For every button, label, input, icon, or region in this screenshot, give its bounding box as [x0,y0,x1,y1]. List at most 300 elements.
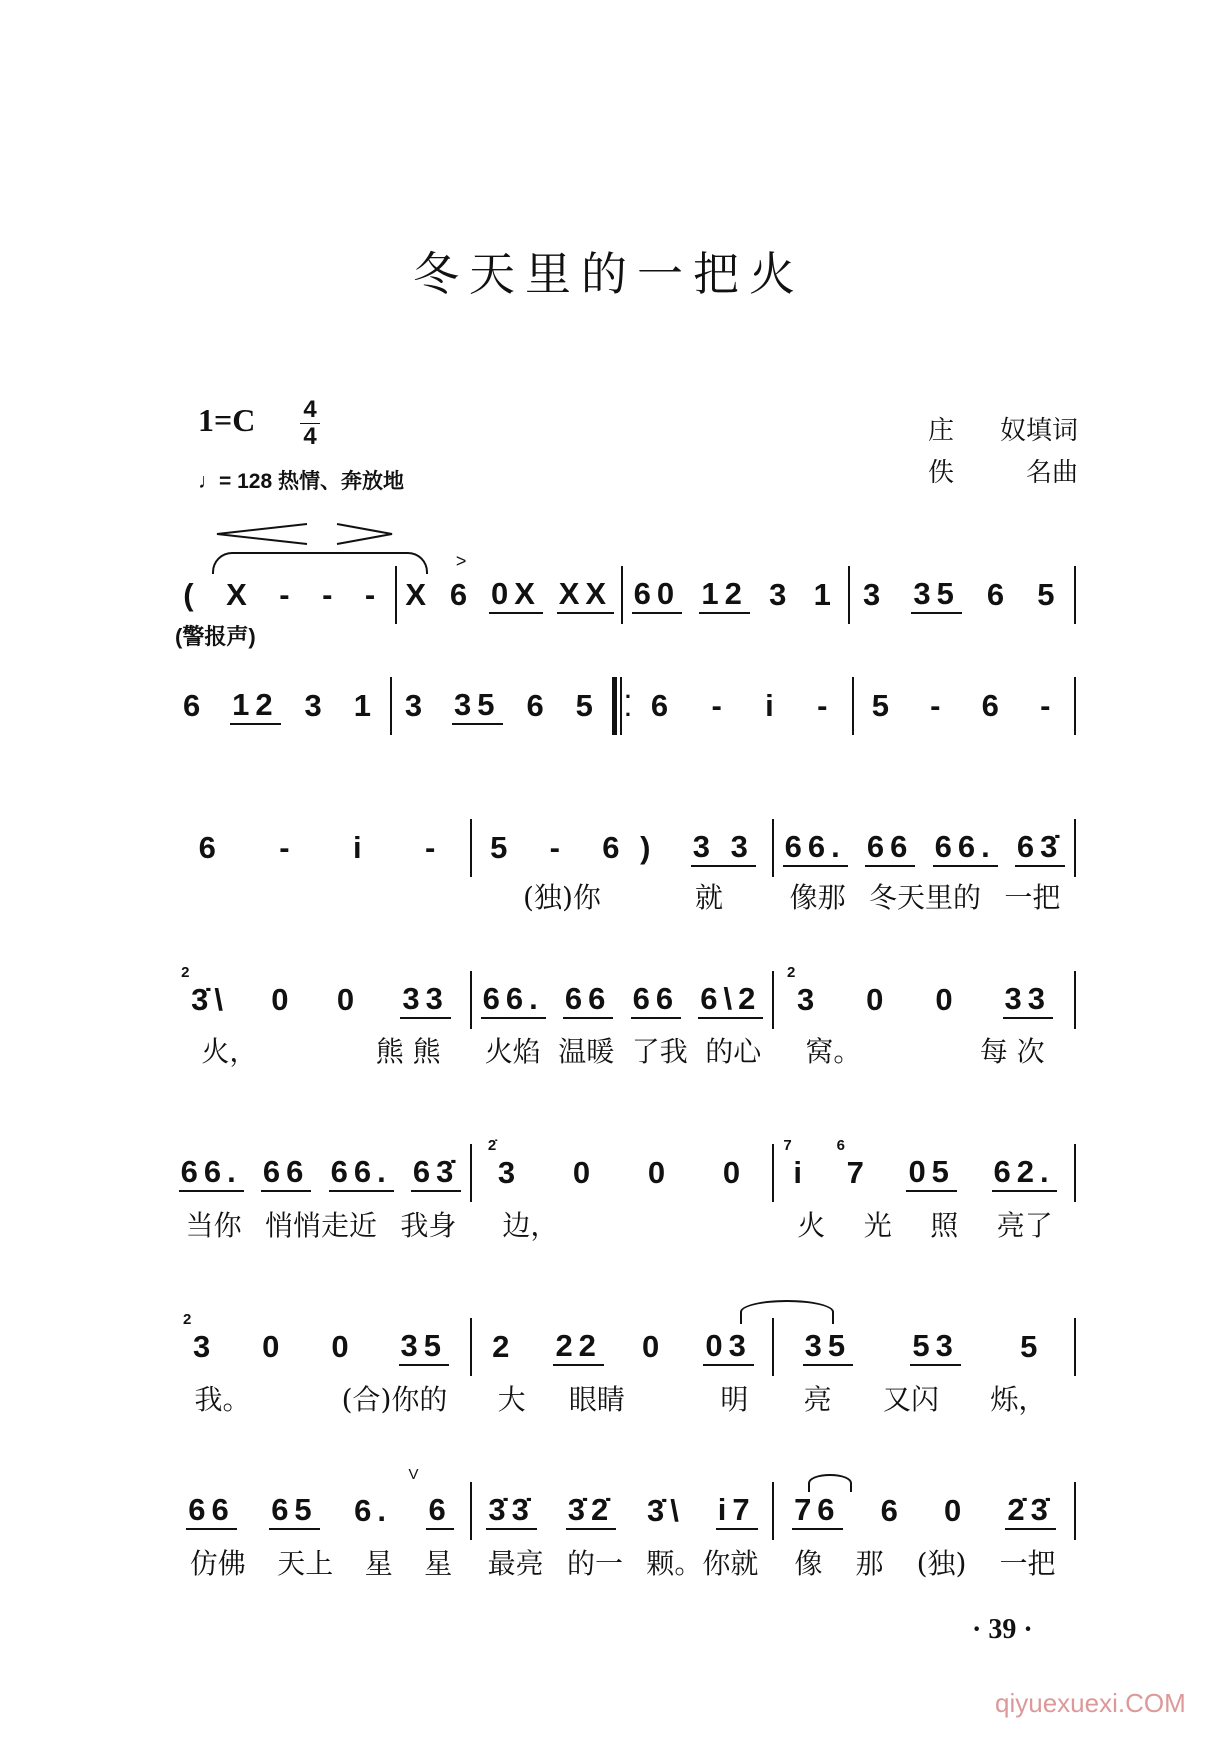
note-group [490,1329,517,1365]
note-text: X [226,577,253,612]
lyric-word: 我身 [400,1209,457,1242]
lyric-word: 窝。 [805,1035,862,1068]
lyric-word: 照 [930,1209,959,1242]
lyrics-measure [472,1378,774,1418]
note-group [933,982,960,1018]
note-text: ( [183,577,200,612]
note-text: 0 [642,1329,666,1364]
note-text: 62. [993,1154,1055,1189]
note-group [277,577,297,613]
note-group [403,577,434,613]
lyrics-measure [170,1204,472,1244]
note-group [352,688,379,724]
measure [170,818,470,878]
lyrics-line [170,876,1076,916]
note-text: 3̇3̇ [488,1492,535,1527]
note-text: - [364,577,382,612]
note-text: 66. [934,829,996,864]
note-text: 0 [262,1329,286,1364]
note-group [481,981,546,1019]
dynamics-hairpins-icon [212,522,402,546]
note-text: 66 [632,981,680,1016]
lyric-word: (独) [916,1547,967,1580]
note-text: 6 [198,830,222,865]
note-text: XX [558,576,613,611]
measure [472,1317,772,1377]
note-text: 3̇\ [647,1493,685,1528]
note-text: 12 [701,576,748,611]
intro-annotation: (警报声) [175,624,256,649]
note-text: 0 [944,1493,968,1528]
note-text: 6 [986,577,1011,612]
score-line [170,964,1076,1030]
tempo-marking: ♩= 128 热情、奔放地 [198,470,404,493]
note-group [985,577,1012,613]
grace-note: 7 [783,1137,792,1154]
note-text: 3 [497,1155,522,1190]
note-text: 66. [330,1154,392,1189]
note-group [721,1155,748,1191]
note-text: 66 [188,1492,235,1527]
note-text: - [549,830,566,865]
note-text: - [930,688,947,723]
note-text: 0 [336,982,361,1017]
note-text: 5 [575,688,599,723]
note-text: - [279,577,296,612]
note-text: 0 [647,1155,672,1190]
note-group [320,577,340,613]
lyrics-measure [170,1542,472,1582]
measure [392,676,612,736]
note-group [224,577,255,613]
lyric-word: 那 [855,1547,884,1580]
time-signature [300,398,320,449]
repeat-start-barline: · · [612,677,632,735]
lyrics-measure [774,1204,1076,1244]
note-group [181,577,201,613]
lyric-word: 烁， [990,1383,1047,1416]
note-text: 1 [353,688,377,723]
measure [774,1137,1074,1203]
note-text: 6 [981,688,1005,723]
note-group [182,1311,218,1365]
note-text: 0 [722,1155,747,1190]
note-group [486,1492,536,1530]
note-group [400,981,450,1019]
note-text: 05 [908,1154,955,1189]
lyric-word: 星 [424,1547,453,1580]
note-group [335,982,362,1018]
barline [1074,1482,1076,1540]
score-line [170,1311,1076,1377]
note-text: 22 [555,1328,602,1363]
note-text: 66. [482,981,544,1016]
note-group [181,688,208,724]
note-text: 3 3 [692,829,754,864]
note-text: 3 [404,688,429,723]
lyric-word: (独)你 [523,881,601,914]
lyric-word: 当你 [185,1209,242,1242]
lyric-word [735,1204,744,1244]
note-group [649,688,676,724]
note-text: 1 [813,577,837,612]
note-group [865,829,915,867]
note-group [783,1137,810,1191]
note-text: 3 [304,688,328,723]
note-text: 35 [804,1328,852,1363]
note-text: - [279,830,296,865]
note-text: 63̇ [412,1154,460,1189]
note-text: 6 [650,688,675,723]
note-group [631,981,681,1019]
lyric-word: (合)你的 [341,1383,448,1416]
lyric-word: 我。 [194,1383,251,1416]
lyric-word: 就 [694,881,723,914]
lyrics-measure [472,1542,774,1582]
note-group [269,1492,319,1530]
accent-mark-icon: > [455,551,473,571]
measure [472,1481,772,1541]
lyric-word: 火焰 [484,1035,541,1068]
note-text: 6 [880,1493,904,1528]
measure [472,970,772,1030]
barline [1074,819,1076,877]
grace-note: 2 [181,964,190,981]
note-group [632,576,682,614]
note-text: 3 [863,577,887,612]
note-group [329,1329,356,1365]
grace-note: 2 [182,1311,192,1328]
note-text: 3 [796,982,821,1017]
measure [170,1311,470,1377]
note-text: 0 [331,1329,355,1364]
composer-surname: 佚 [928,458,955,488]
note-text: 6 ) [602,830,657,865]
lyric-word: 温暖 [558,1035,615,1068]
note-text: - [322,577,339,612]
lyric-word: 大 [497,1383,526,1416]
note-group [1005,1492,1055,1530]
note-group [403,688,430,724]
measure [170,676,390,736]
note-text: i [352,830,368,865]
lyric-word: 亮 [803,1383,832,1416]
lyrics-measure [170,1030,472,1070]
lyric-word: 最亮 [487,1547,544,1580]
note-text: 0 [866,982,890,1017]
lyrics-measure [472,876,774,916]
note-group [452,687,502,725]
note-group [815,688,835,724]
note-text: 66 [564,981,612,1016]
lyric-word: 像 [794,1547,823,1580]
note-group [1035,577,1062,613]
lyric-word: 的一 [566,1547,623,1580]
lyrics-measure [472,1204,774,1244]
lyric-word [292,1378,301,1418]
score-line [170,818,1076,878]
note-group [861,577,888,613]
note-group [1015,829,1065,867]
lyric-word: 眼睛 [568,1383,625,1416]
note-text: 53 [912,1328,959,1363]
note-group [351,830,370,866]
note-group [716,1492,758,1530]
note-group [646,1155,673,1191]
note-text: 5 [1037,577,1061,612]
lyric-word: 一把 [1004,881,1061,914]
lyric-word: 边， [502,1209,559,1242]
note-group [411,1154,461,1192]
grace-note: 6 [836,1137,845,1154]
note-text: 0 [935,982,959,1017]
note-text: 66. [180,1154,242,1189]
note-text: 2 [492,1329,516,1364]
note-group [640,1329,667,1365]
measure [170,1143,470,1203]
note-group [870,688,897,724]
note-text: 5 [490,830,514,865]
lyrics-measure [472,1030,774,1070]
credits [928,410,1078,494]
grace-note: 2 [786,964,796,981]
note-text: 33 [1004,981,1052,1016]
lyricist-surname: 庄 [928,416,955,446]
note-group [269,982,296,1018]
note-text: i [793,1155,808,1190]
note-text: 2̇3̇ [1007,1492,1054,1527]
lyric-word: 颗。你就 [646,1547,759,1580]
note-text: X [405,577,433,612]
note-group [574,688,601,724]
lyric-word: 亮了 [996,1209,1053,1242]
grace-note: 2̇ [487,1137,497,1154]
note-text: 65 [271,1492,318,1527]
note-text: 35 [913,576,960,611]
lyrics-measure [170,876,472,916]
lyrics-measure [774,876,1076,916]
page-number: · 39 · [972,1614,1033,1645]
note-text: 76 [794,1492,841,1527]
note-group [699,576,749,614]
note-group [548,830,568,866]
note-group [197,830,224,866]
note-text: 6 [182,688,207,723]
lyric-word [668,1378,677,1418]
note-group [571,1155,598,1191]
lyric-word: 光 [863,1209,892,1242]
lyricist-credit [928,410,1078,452]
note-text: 66. [784,829,846,864]
note-group [352,1493,394,1529]
note-group [553,1328,603,1366]
composer-label: 名曲 [1025,458,1078,488]
lyric-word: 火， [201,1035,258,1068]
lyric-word: 每 次 [979,1035,1045,1068]
note-group [783,829,848,867]
composer-credit [928,452,1078,494]
note-group [992,1154,1057,1192]
note-group [230,687,280,725]
lyrics-line [170,1030,1076,1070]
note-text: 7 [846,1155,870,1190]
measure [170,565,395,625]
note-group [363,577,383,613]
measure [774,818,1074,878]
note-text: - [424,830,442,865]
note-text: i [765,688,780,723]
note-text: 6. [354,1493,392,1528]
note-text: 35 [454,687,501,722]
note-text: 3̇2̇ [567,1492,615,1527]
note-group [812,577,839,613]
note-group [792,1492,842,1530]
lyric-word: 仿佛 [189,1547,246,1580]
barline [1074,566,1076,624]
measure [170,964,470,1030]
note-group [408,1466,453,1530]
note-group [698,981,763,1019]
breath-mark-icon: V [408,1466,425,1483]
note-group [600,830,658,866]
lyric-word: 又闪 [882,1383,939,1416]
note-text: - [817,688,834,723]
lyric-word: 火 [797,1209,826,1242]
note-group [709,688,729,724]
note-text: 63̇ [1016,829,1064,864]
lyric-word: 明 [720,1383,749,1416]
note-text: 3 [769,577,793,612]
note-group [181,964,231,1018]
note-group [1018,1329,1045,1365]
note-group [864,982,891,1018]
measure [632,676,852,736]
lyric-word [611,1204,620,1244]
note-group [448,551,475,613]
note-group [1003,981,1053,1019]
lyricist-label: 奴填词 [999,416,1078,446]
note-text: 03 [705,1328,752,1363]
key-signature: 1=C [198,402,256,438]
note-group [645,1493,687,1529]
note-text: 5 [1020,1329,1044,1364]
note-text: - [711,688,728,723]
note-group [836,1137,872,1191]
score-line [170,551,1076,625]
note-group [566,1492,616,1530]
note-group [563,981,613,1019]
note-group [399,1328,449,1366]
note-group [763,688,782,724]
measure [850,565,1075,625]
measure [623,565,848,625]
note-group [261,1154,311,1192]
lyric-word: 的心 [705,1035,762,1068]
lyrics-line [170,1542,1076,1582]
note-group [786,964,822,1018]
lyric-word: 像那 [789,881,846,914]
barline [1074,677,1076,735]
measure [774,964,1074,1030]
time-signature-bottom: 4 [303,423,317,450]
time-signature-top: 4 [303,396,317,423]
note-group [179,1154,244,1192]
note-group [487,1137,523,1191]
note-text: - [1040,688,1057,723]
lyric-word: 一把 [999,1547,1056,1580]
note-text: 12 [232,687,279,722]
barline [1074,1318,1076,1376]
note-text: 6 [428,1492,452,1527]
note-group [879,1493,906,1529]
note-group [933,829,998,867]
song-title: 冬天里的一把火 [413,247,805,301]
barline [1074,1144,1076,1202]
note-text: 0 [271,982,295,1017]
lyrics-measure [774,1030,1076,1070]
note-text: 0X [490,576,541,611]
score-line [170,1137,1076,1203]
lyric-word [312,1030,321,1070]
measure [774,1317,1074,1377]
barline [1074,971,1076,1029]
note-group [277,830,297,866]
measure [472,818,772,878]
lyrics-measure [774,1542,1076,1582]
note-group [691,829,756,867]
measure [854,676,1074,736]
lyrics-line [170,1378,1076,1418]
lyric-word [673,1204,682,1244]
lyric-word: 冬天里的 [868,881,981,914]
note-group [942,1493,969,1529]
note-text: i7 [717,1492,756,1527]
note-text: 66 [866,829,914,864]
note-group [910,1328,960,1366]
note-group [524,688,551,724]
note-group [488,830,515,866]
note-group [980,688,1007,724]
note-group [489,576,543,614]
score-line [170,1466,1076,1541]
note-text: 60 [633,576,681,611]
note-text: 5 [871,688,895,723]
lyrics-line [170,1204,1076,1244]
note-text: 66 [262,1154,310,1189]
note-text: 33 [402,981,449,1016]
note-text: 3̇\ [191,982,229,1017]
watermark: qiyuexuexi.COM [995,1688,1186,1718]
measure [472,1137,772,1203]
note-group [557,576,614,614]
measure [774,1481,1074,1541]
note-text: 35 [400,1328,448,1363]
note-group [260,1329,287,1365]
note-text: 6 [449,577,474,612]
note-group [703,1328,753,1366]
note-group [767,577,794,613]
note-group [803,1328,853,1366]
note-group [423,830,443,866]
note-text: 6\2 [700,981,762,1016]
note-group [303,688,330,724]
note-group [911,576,961,614]
lyric-word [916,1030,925,1070]
note-text: 3 [192,1329,217,1364]
lyrics-measure [774,1378,1076,1418]
lyric-word: 悄悄走近 [264,1209,377,1242]
lyric-word: 熊 熊 [375,1035,441,1068]
